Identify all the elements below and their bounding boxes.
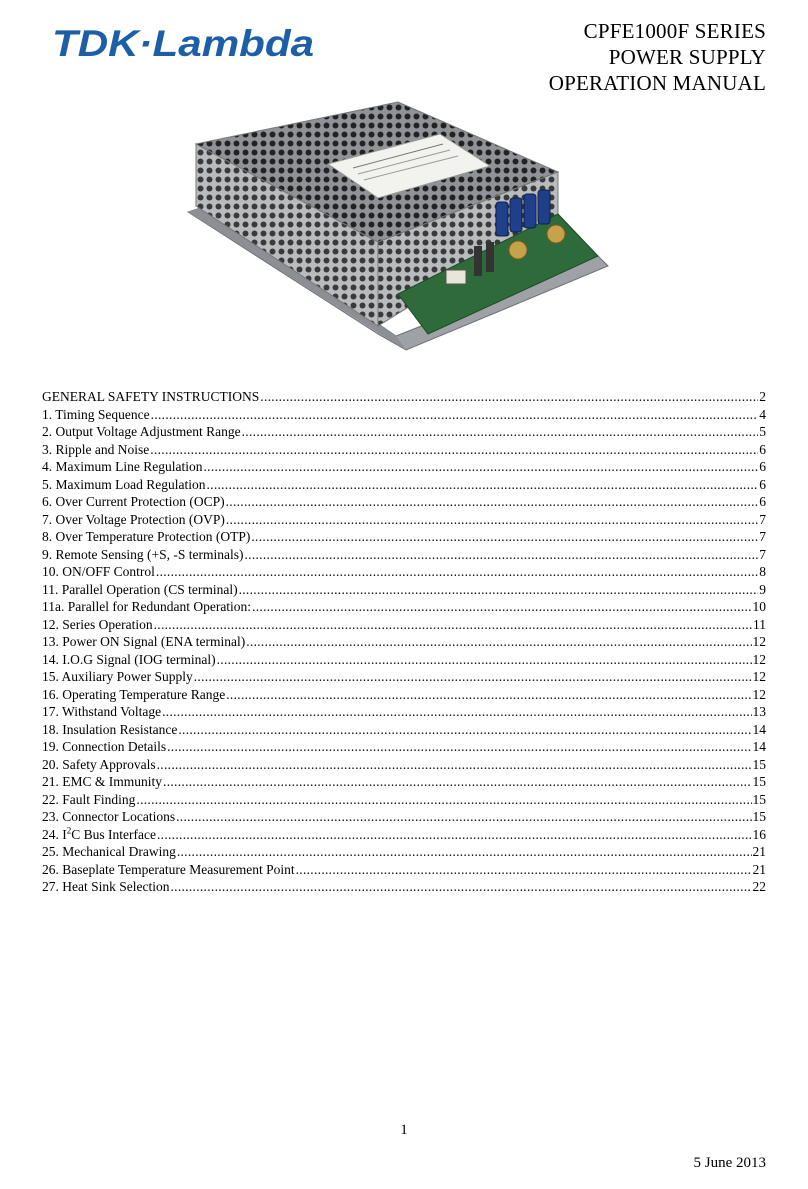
toc-entry[interactable]: [42, 388, 766, 406]
toc-entry[interactable]: [42, 756, 766, 774]
toc-entry-label: 12. Series Operation: [42, 616, 153, 632]
toc-entry[interactable]: [42, 808, 766, 826]
toc-entry-page: 14: [752, 721, 766, 737]
toc-entry-label: 25. Mechanical Drawing: [42, 844, 176, 859]
toc-entry[interactable]: [42, 738, 766, 756]
toc-entry-page: 6: [759, 494, 766, 509]
svg-text:TDK·Lambda: TDK·Lambda: [52, 23, 314, 64]
manual-title: [549, 18, 766, 96]
toc-entry-label-part: C Bus Interface: [71, 826, 156, 842]
toc-entry-page: 7: [759, 546, 766, 562]
toc-entry[interactable]: [42, 773, 766, 791]
toc-entry[interactable]: [42, 668, 766, 686]
toc-dot-leader: [246, 633, 751, 651]
toc-dot-leader: [260, 388, 758, 406]
toc-entry-label: 22. Fault Finding: [42, 791, 136, 807]
toc-entry-label: 17. Withstand Voltage: [42, 704, 162, 719]
toc-entry-page: 13: [752, 704, 766, 719]
toc-entry-label: 5. Maximum Load Regulation: [42, 476, 206, 492]
toc-entry[interactable]: [42, 861, 766, 879]
toc-entry-page: 8: [759, 564, 766, 579]
issue-date: 5 June 2013: [693, 1155, 766, 1171]
toc-entry[interactable]: [42, 651, 766, 669]
toc-entry-label: 11a. Parallel for Redundant Operation:: [42, 599, 252, 614]
toc-dot-leader: [157, 756, 752, 774]
toc-entry[interactable]: [42, 423, 766, 441]
toc-dot-leader: [170, 878, 751, 896]
toc-dot-leader: [239, 581, 759, 599]
toc-entry[interactable]: [42, 878, 766, 896]
tdk-lambda-logo: [52, 22, 316, 64]
toc-entry-label: 21. EMC & Immunity: [42, 774, 163, 789]
toc-dot-leader: [242, 423, 759, 441]
toc-entry-page: 21: [752, 844, 766, 859]
product-photo: [178, 94, 618, 372]
toc-entry-label: 8. Over Temperature Protection (OTP): [42, 529, 251, 544]
toc-dot-leader: [226, 686, 751, 704]
toc-entry-page: 9: [759, 581, 766, 597]
toc-entry[interactable]: [42, 686, 766, 704]
toc-dot-leader: [226, 493, 759, 511]
toc-entry-label: 13. Power ON Signal (ENA terminal): [42, 634, 246, 649]
toc-dot-leader: [157, 826, 752, 844]
toc-entry[interactable]: [42, 476, 766, 494]
toc-entry-page: 22: [752, 879, 766, 894]
toc-entry[interactable]: [42, 406, 766, 424]
toc-entry-page: 16: [752, 826, 766, 842]
toc-entry[interactable]: [42, 563, 766, 581]
toc-entry-page: 15: [752, 809, 766, 824]
toc-dot-leader: [154, 616, 752, 634]
toc-entry-label: 27. Heat Sink Selection: [42, 879, 170, 894]
toc-entry[interactable]: [42, 633, 766, 651]
title-line-product: POWER SUPPLY: [608, 45, 766, 69]
toc-dot-leader: [151, 406, 759, 424]
toc-entry-label: [42, 826, 156, 844]
toc-entry-label: 11. Parallel Operation (CS terminal): [42, 581, 238, 597]
toc-entry[interactable]: [42, 581, 766, 599]
toc-entry-page: 15: [752, 774, 766, 789]
toc-dot-leader: [136, 791, 751, 809]
toc-entry-page: 7: [759, 511, 766, 527]
toc-dot-leader: [296, 861, 752, 879]
toc-dot-leader: [206, 476, 758, 494]
toc-entry[interactable]: [42, 493, 766, 511]
toc-entry-label: 20. Safety Approvals: [42, 756, 156, 772]
toc-dot-leader: [163, 773, 751, 791]
toc-entry-label: 2. Output Voltage Adjustment Range: [42, 424, 241, 439]
toc-entry-page: 12: [752, 651, 766, 667]
title-line-manual: OPERATION MANUAL: [548, 71, 766, 95]
toc-entry[interactable]: [42, 546, 766, 564]
toc-dot-leader: [162, 703, 751, 721]
toc-entry-page: 21: [752, 861, 766, 877]
toc-entry-label: 18. Insulation Resistance: [42, 721, 178, 737]
toc-entry[interactable]: [42, 528, 766, 546]
toc-entry-page: 5: [759, 424, 766, 439]
toc-dot-leader: [203, 458, 758, 476]
toc-entry[interactable]: [42, 511, 766, 529]
toc-dot-leader: [194, 668, 752, 686]
toc-dot-leader: [156, 563, 758, 581]
toc-dot-leader: [176, 808, 751, 826]
toc-entry-label-part: 24. I: [42, 826, 67, 842]
toc-entry[interactable]: [42, 703, 766, 721]
toc-entry-page: 7: [759, 529, 766, 544]
toc-entry[interactable]: [42, 458, 766, 476]
toc-dot-leader: [226, 511, 758, 529]
toc-entry-page: 15: [752, 791, 766, 807]
toc-entry-page: 12: [752, 634, 766, 649]
toc-dot-leader: [244, 546, 758, 564]
table-of-contents: [42, 388, 766, 896]
toc-entry-label: 14. I.O.G Signal (IOG terminal): [42, 651, 216, 667]
title-line-series: CPFE1000F SERIES: [583, 19, 766, 43]
toc-entry[interactable]: [42, 791, 766, 809]
toc-entry-label: 10. ON/OFF Control: [42, 564, 155, 579]
toc-dot-leader: [217, 651, 752, 669]
toc-entry[interactable]: [42, 843, 766, 861]
toc-entry-page: 11: [753, 616, 766, 632]
toc-entry-label: 9. Remote Sensing (+S, -S terminals): [42, 546, 244, 562]
toc-dot-leader: [177, 843, 752, 861]
toc-entry-page: 12: [752, 669, 766, 684]
toc-entry-label: 16. Operating Temperature Range: [42, 686, 226, 702]
toc-entry-page: 6: [759, 476, 766, 492]
toc-entry-page: 14: [752, 739, 766, 754]
toc-entry[interactable]: [42, 598, 766, 616]
toc-dot-leader: [178, 721, 751, 739]
toc-entry-label: 3. Ripple and Noise: [42, 441, 150, 457]
toc-dot-leader: [251, 528, 758, 546]
page-number: 1: [400, 1122, 408, 1138]
toc-entry-label: 6. Over Current Protection (OCP): [42, 494, 225, 509]
toc-entry-label: 15. Auxiliary Power Supply: [42, 669, 193, 684]
toc-dot-leader: [150, 441, 758, 459]
toc-entry-label: 23. Connector Locations: [42, 809, 176, 824]
toc-entry-page: 12: [752, 686, 766, 702]
toc-entry-label: 4. Maximum Line Regulation: [42, 459, 203, 474]
toc-entry[interactable]: [42, 721, 766, 739]
toc-entry-label: 7. Over Voltage Protection (OVP): [42, 511, 225, 527]
toc-entry-label: 1. Timing Sequence: [42, 406, 150, 422]
toc-entry[interactable]: [42, 441, 766, 459]
toc-entry-label: GENERAL SAFETY INSTRUCTIONS: [42, 389, 260, 404]
toc-entry-page: 10: [752, 599, 766, 614]
toc-entry[interactable]: [42, 826, 766, 844]
toc-entry-page: 6: [759, 459, 766, 474]
toc-dot-leader: [167, 738, 751, 756]
toc-entry-label: 26. Baseplate Temperature Measurement Point: [42, 861, 295, 877]
toc-entry-page: 15: [752, 756, 766, 772]
toc-entry-label-superscript: 2: [66, 825, 72, 835]
toc-entry[interactable]: [42, 616, 766, 634]
toc-dot-leader: [252, 598, 751, 616]
toc-entry-label: 19. Connection Details: [42, 739, 167, 754]
toc-entry-page: 4: [759, 406, 766, 422]
toc-entry-page: 2: [759, 389, 766, 404]
toc-entry-page: 6: [759, 441, 766, 457]
